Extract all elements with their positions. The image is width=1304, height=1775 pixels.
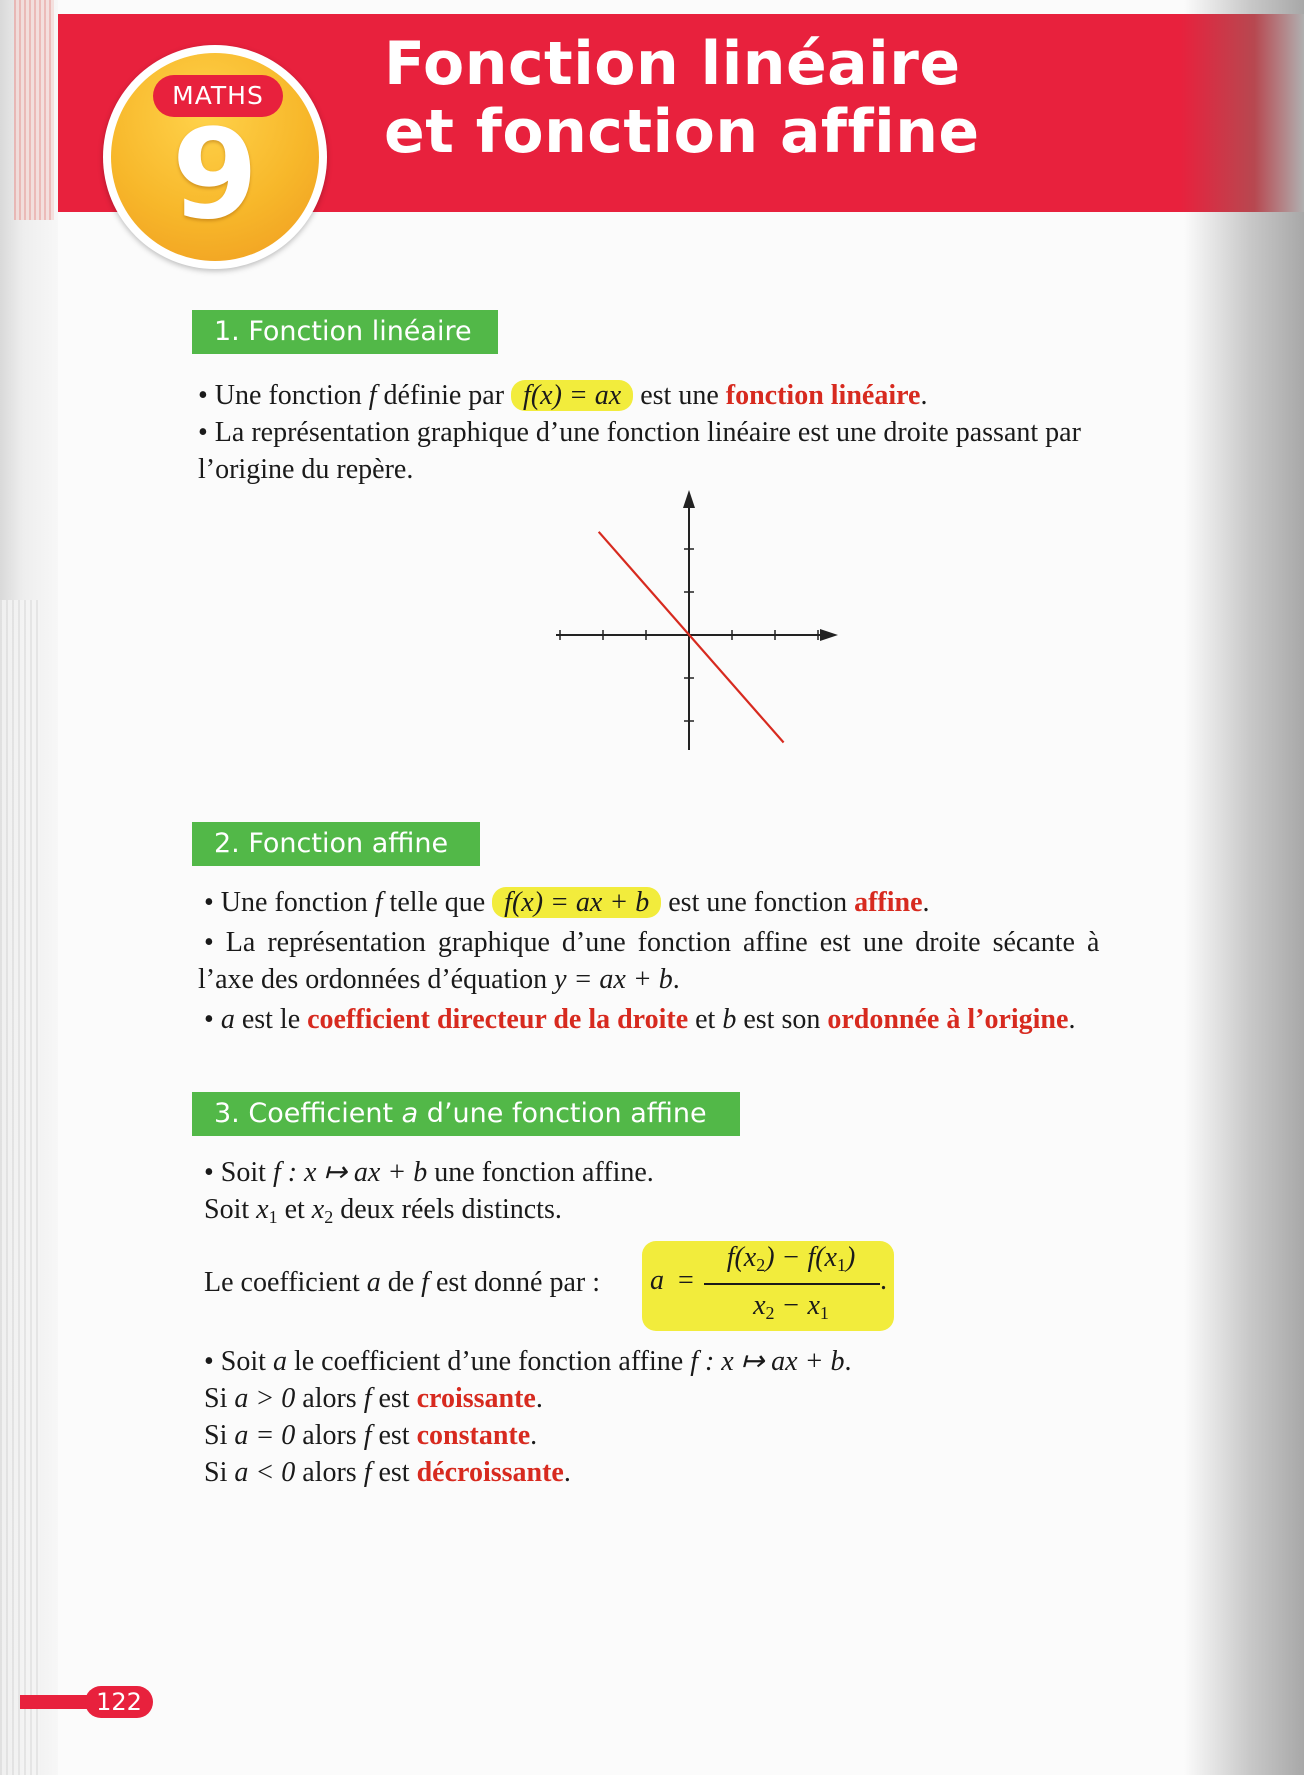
page-stack-bottom <box>0 600 40 1775</box>
section-heading-2: 2. Fonction affine <box>192 822 480 866</box>
s1-line-1: • Une fonction f définie par f(x) = ax est une fonction linéaire. <box>198 380 928 411</box>
s3-line-2: Soit $x_1$ et $x_2$ deux réels distincts. <box>204 1194 562 1227</box>
chapter-banner-fade <box>1180 14 1304 212</box>
formula-affine: f(x) = ax + b <box>492 887 661 918</box>
linear-function-line <box>599 532 784 743</box>
s3-line-6: Si a = 0 alors f est constante. <box>204 1420 538 1451</box>
s3-line-1: • Soit f : x ↦ ax + b une fonction affine. <box>204 1157 654 1188</box>
s3-line-3: Le coefficient a de f est donné par : <box>204 1267 601 1298</box>
formula-equals: = <box>678 1265 694 1296</box>
s2-line-1: • Une fonction f telle que f(x) = ax + b est une fonction affine. <box>204 887 930 918</box>
s2-line-2: • La représentation graphique d’une fonction affine est une droite sécante à <box>204 927 1100 958</box>
linear-function-graph <box>554 490 844 755</box>
section-heading-3: 3. Coefficient a d’une fonction affine <box>192 1092 740 1136</box>
fraction-bar <box>704 1283 880 1285</box>
page-curl-shadow <box>1184 0 1304 1775</box>
subject-badge: MATHS <box>153 75 283 117</box>
chapter-number: 9 <box>171 103 259 247</box>
s1-line-3: l’origine du repère. <box>198 454 414 485</box>
x-axis-arrow <box>820 629 838 641</box>
formula-denominator: $x_2 - x_1$ <box>753 1290 829 1323</box>
page-number: 122 <box>85 1686 153 1718</box>
formula-numerator: $f(x_2) - f(x_1)$ <box>726 1242 856 1275</box>
s3-line-7: Si a < 0 alors f est décroissante. <box>204 1457 571 1488</box>
formula-period: . <box>880 1265 887 1296</box>
graph-axes <box>556 490 838 750</box>
s2-line-3: l’axe des ordonnées d’équation y = ax + b. <box>198 964 680 995</box>
chapter-title-line2: et fonction affine <box>384 97 980 167</box>
s3-line-4: • Soit a le coefficient d’une fonction affine f : x ↦ ax + b. <box>204 1346 852 1377</box>
page-stack-top <box>14 0 54 220</box>
formula-a: a <box>650 1265 664 1296</box>
section-heading-1: 1. Fonction linéaire <box>192 310 498 354</box>
s1-line-2: • La représentation graphique d’une fonction linéaire est une droite passant par <box>198 417 1081 448</box>
graph-line <box>599 532 784 743</box>
s2-line-4: • a est le coefficient directeur de la droite et b est son ordonnée à l’origine. <box>204 1004 1076 1035</box>
s3-line-5: Si a > 0 alors f est croissante. <box>204 1383 543 1414</box>
chapter-title-line1: Fonction linéaire <box>384 29 961 99</box>
chapter-title <box>384 30 980 166</box>
formula-linear: f(x) = ax <box>511 380 633 411</box>
